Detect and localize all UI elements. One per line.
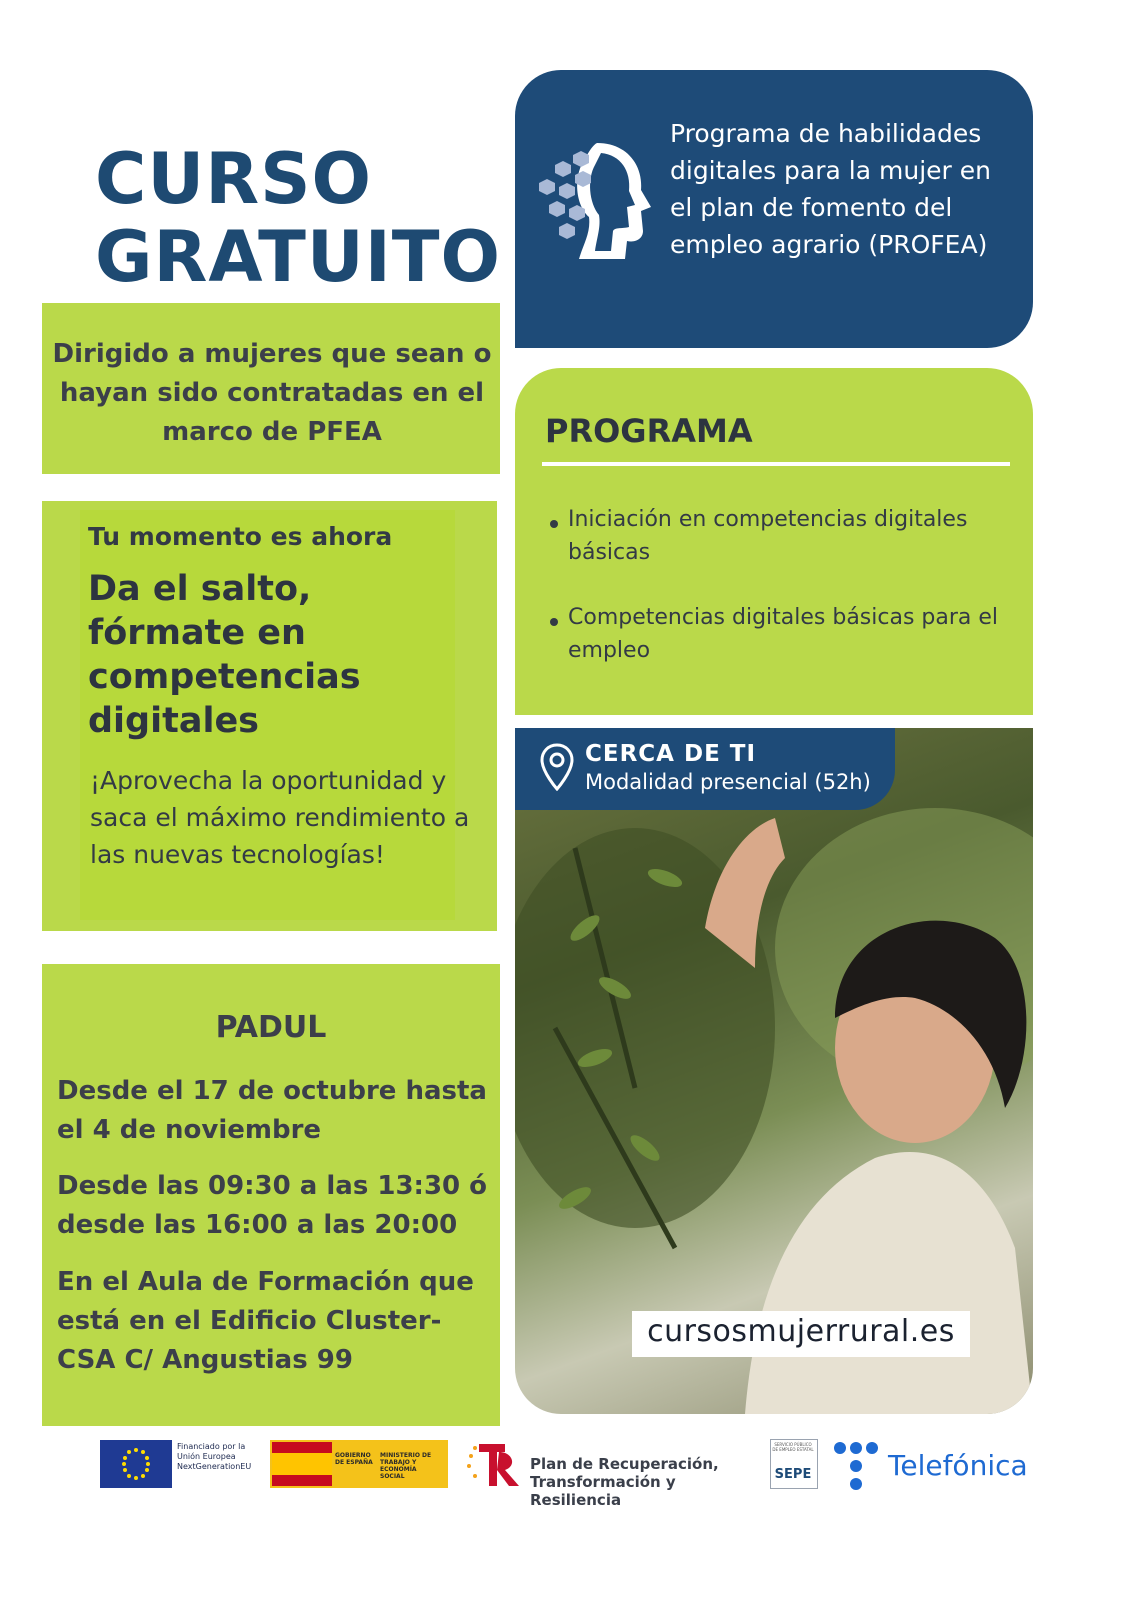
telefonica-logo-icon (832, 1440, 884, 1492)
website-url[interactable]: cursosmujerrural.es (647, 1314, 955, 1349)
program-description: Programa de habilidades digitales para la mujer en el plan de fomento del empleo agrario (PROFEA) (670, 119, 991, 259)
sepe-text: SEPE (774, 1467, 812, 1482)
programa-item: Competencias digitales básicas para el empleo (568, 605, 999, 663)
programa-item: Iniciación en competencias digitales básicas (568, 507, 968, 565)
map-pin-icon (540, 743, 574, 791)
prtr-text: Plan de Recuperación, Transformación y Resiliencia (530, 1455, 719, 1509)
motivation-body: ¡Aprovecha la oportunidad y saca el máximo rendimiento a las nuevas tecnologías! (90, 766, 470, 869)
sepe-small-text: SERVICIO PÚBLICO DE EMPLEO ESTATAL (772, 1442, 814, 1452)
gobierno-text: GOBIERNO DE ESPAÑA (335, 1452, 373, 1466)
ministerio-text: MINISTERIO DE TRABAJO Y ECONOMÍA SOCIAL (380, 1452, 432, 1480)
location-town: PADUL (215, 1010, 327, 1045)
eu-funding-text: Financiado por la Unión Europea NextGenerationEU (177, 1442, 252, 1471)
target-audience-text: Dirigido a mujeres que sean o hayan sido contratadas en el marco de PFEA (52, 339, 492, 447)
spain-flag-icon (272, 1442, 332, 1486)
title-line-1: CURSO (95, 138, 373, 220)
course-dates: Desde el 17 de octubre hasta el 4 de noviembre (57, 1076, 487, 1145)
telefonica-text: Telefónica (888, 1449, 1028, 1482)
bullet-icon (550, 520, 558, 528)
prtr-logo-icon (465, 1436, 523, 1492)
course-hours: Desde las 09:30 a las 13:30 ó desde las 16:00 a las 20:00 (57, 1171, 488, 1240)
programa-title: PROGRAMA (545, 412, 753, 450)
course-title (95, 140, 501, 296)
badge-subtitle: Modalidad presencial (52h) (585, 770, 871, 794)
programa-divider (542, 462, 1010, 466)
title-line-2: GRATUITO (95, 216, 501, 298)
motivation-headline: Da el salto, fórmate en competencias digitales (88, 569, 361, 741)
digital-head-icon (535, 135, 660, 265)
eu-flag-logo (100, 1440, 172, 1488)
course-venue: En el Aula de Formación que está en el Edificio Cluster-CSA C/ Angustias 99 (57, 1267, 474, 1375)
bullet-icon (550, 618, 558, 626)
badge-title: CERCA DE TI (585, 741, 757, 767)
motivation-kicker: Tu momento es ahora (88, 522, 393, 551)
